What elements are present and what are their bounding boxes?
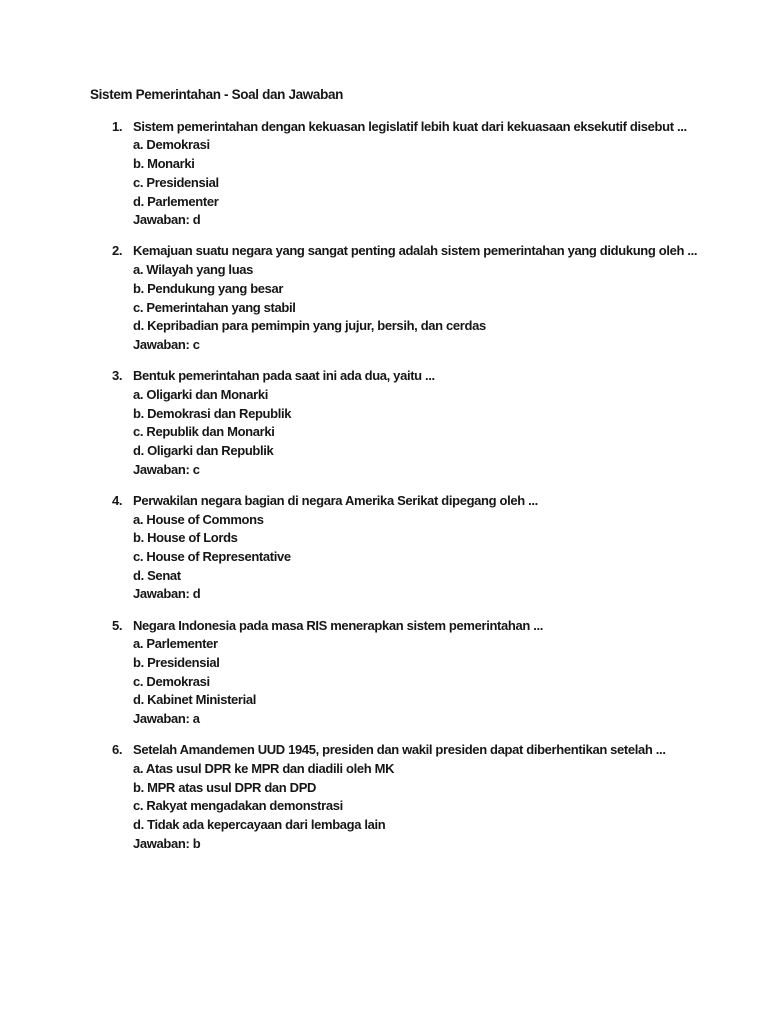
question-number: 2. — [112, 243, 123, 259]
question-item — [90, 617, 710, 729]
option-line: b. House of Lords — [133, 530, 238, 546]
question-number: 3. — [112, 368, 123, 384]
option-line: c. Demokrasi — [133, 673, 210, 689]
question-text: Sistem pemerintahan dengan kekuasan legislatif lebih kuat dari kekuasaan eksekutif disebut ... — [133, 118, 687, 134]
question-text: Perwakilan negara bagian di negara Amerika Serikat dipegang oleh ... — [133, 492, 538, 508]
question-list — [90, 118, 710, 854]
question-text: Setelah Amandemen UUD 1945, presiden dan wakil presiden dapat diberhentikan setelah ... — [133, 742, 666, 758]
answer-line: Jawaban: b — [133, 835, 201, 851]
answer-line: Jawaban: d — [133, 212, 201, 228]
option-line: c. Pemerintahan yang stabil — [133, 299, 296, 315]
option-line: a. House of Commons — [133, 511, 264, 527]
question-item — [90, 367, 710, 479]
option-line: a. Wilayah yang luas — [133, 262, 254, 278]
question-number: 4. — [112, 492, 123, 508]
question-number: 1. — [112, 118, 123, 134]
question-text: Bentuk pemerintahan pada saat ini ada dua, yaitu ... — [133, 368, 435, 384]
option-line: c. Presidensial — [133, 174, 219, 190]
option-line: c. Republik dan Monarki — [133, 424, 275, 440]
question-number: 5. — [112, 617, 123, 633]
option-line: d. Tidak ada kepercayaan dari lembaga lain — [133, 817, 386, 833]
option-line: a. Parlementer — [133, 636, 218, 652]
option-line: d. Oligarki dan Republik — [133, 442, 274, 458]
option-line: a. Demokrasi — [133, 137, 210, 153]
answer-line: Jawaban: c — [133, 461, 200, 477]
question-number: 6. — [112, 742, 123, 758]
option-line: b. Pendukung yang besar — [133, 280, 284, 296]
option-line: b. Presidensial — [133, 654, 220, 670]
question-item — [90, 741, 710, 853]
option-line: a. Atas usul DPR ke MPR dan diadili oleh MK — [133, 761, 395, 776]
option-line: c. House of Representative — [133, 548, 291, 564]
document-title: Sistem Pemerintahan - Soal dan Jawaban — [90, 87, 344, 102]
answer-line: Jawaban: d — [133, 586, 201, 602]
question-text: Kemajuan suatu negara yang sangat penting adalah sistem pemerintahan yang didukung oleh ... — [133, 243, 698, 259]
question-item — [90, 492, 710, 604]
option-line: b. Demokrasi dan Republik — [133, 405, 292, 421]
option-line: d. Kepribadian para pemimpin yang jujur, bersih, dan cerdas — [133, 318, 486, 334]
option-line: a. Oligarki dan Monarki — [133, 386, 268, 402]
option-line: d. Kabinet Ministerial — [133, 692, 257, 708]
question-item — [90, 242, 710, 354]
answer-line: Jawaban: c — [133, 336, 200, 352]
option-line: d. Parlementer — [133, 193, 219, 209]
option-line: d. Senat — [133, 567, 181, 583]
question-text: Negara Indonesia pada masa RIS menerapkan sistem pemerintahan ... — [133, 617, 544, 633]
option-line: b. MPR atas usul DPR dan DPD — [133, 779, 317, 795]
option-line: c. Rakyat mengadakan demonstrasi — [133, 798, 343, 814]
question-item — [90, 118, 710, 230]
answer-line: Jawaban: a — [133, 711, 200, 727]
option-line: b. Monarki — [133, 156, 195, 172]
